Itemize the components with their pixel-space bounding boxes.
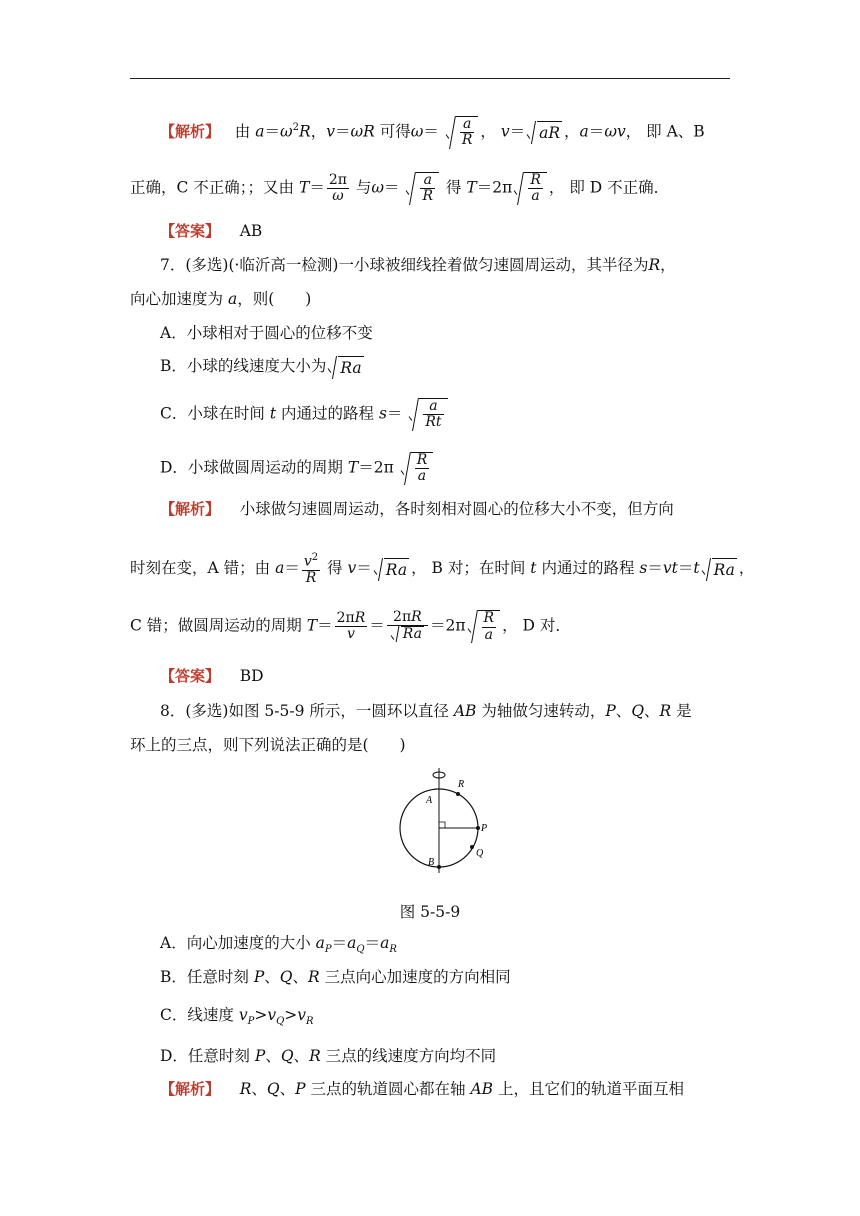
- q7-analysis-line1: 【解析】 小球做匀速圆周运动，各时刻相对圆心的位移大小不变，但方向: [160, 500, 674, 518]
- q7-option-d: D．小球做圆周运动的周期 T＝2π $\frac{R}{a}$: [160, 452, 435, 485]
- q7-option-c: C．小球在时间 t 内通过的路程 s＝ $\frac{a}{Rt}$: [160, 398, 450, 431]
- q8-analysis-line1: 【解析】 R、Q、P 三点的轨道圆心都在轴 AB 上，且它们的轨道平面互相: [160, 1080, 685, 1098]
- q8-option-a: A．向心加速度的大小 $a_P=a_Q=a_R$: [160, 934, 397, 956]
- q6-analysis-line1: 【解析】 由 $a=\omega^2R$，v＝ωR 可得ω＝ $\frac{a}{R}$ ， v＝ aR ，a＝ωv， 即 A、B: [160, 116, 705, 149]
- q8-option-d: D．任意时刻 P、Q、R 三点的线速度方向均不同: [160, 1047, 497, 1065]
- answer-tag: 【答案】: [160, 222, 221, 240]
- q6-answer: 【答案】 AB: [160, 222, 263, 240]
- point-q: [470, 845, 474, 849]
- q7-answer: 【答案】 BD: [160, 667, 264, 685]
- label-r: R: [458, 779, 465, 790]
- q8-option-c: C．线速度 $v_P>v_Q>v_R$: [160, 1006, 314, 1028]
- q8-option-b: B．任意时刻 P、Q、R 三点向心加速度的方向相同: [160, 968, 511, 986]
- point-r: [456, 792, 460, 796]
- label-a: A: [426, 795, 433, 806]
- figure-ring-diagram: [390, 765, 500, 890]
- analysis-tag: 【解析】: [160, 1080, 221, 1098]
- q7-stem-line2: 向心加速度为 a，则( ): [130, 290, 312, 308]
- right-angle-mark: [439, 822, 445, 828]
- label-p: P: [481, 823, 488, 834]
- q8-stem-line2: 环上的三点，则下列说法正确的是( ): [130, 736, 406, 754]
- label-q: Q: [476, 848, 484, 859]
- q7-option-a: A．小球相对于圆心的位移不变: [160, 324, 373, 342]
- point-p: [476, 826, 480, 830]
- point-b: [437, 865, 441, 869]
- header-rule: [130, 78, 730, 79]
- q7-analysis-line3: C 错；做圆周运动的周期 T＝ $\frac{2\pi R}{v}$ ＝ $\frac{2\pi R}{Ra}$ ＝2π $\frac{R}{a}$ ， D 对．: [130, 609, 571, 643]
- label-b: B: [428, 857, 435, 868]
- q7-option-b: B．小球的线速度大小为 Ra: [160, 357, 362, 377]
- figure-caption: 图 5-5-9: [399, 903, 461, 921]
- q7-stem-line1: 7．(多选)(·临沂高一检测)一小球被细线拴着做匀速圆周运动，其半径为R，: [160, 256, 676, 274]
- q6-analysis-line2: 正确，C 不正确；；又由 T＝ $\frac{2\pi}{\omega}$ 与ω＝ $\frac{a}{R}$ 得 T＝2π $\frac{R}{a}$ ， 即 D 不正确．: [130, 171, 670, 205]
- q8-stem-line1: 8．(多选)如图 5-5-9 所示，一圆环以直径 AB 为轴做匀速转动，P、Q、R 是: [160, 702, 692, 720]
- analysis-tag: 【解析】: [160, 122, 221, 141]
- answer-tag: 【答案】: [160, 667, 221, 685]
- analysis-tag: 【解析】: [160, 500, 221, 518]
- q7-analysis-line2: 时刻在变，A 错；由 a＝ $\frac{v^2}{R}$ 得 v＝ Ra ， B 对；在时间 t 内通过的路程 s＝vt＝t Ra ，: [130, 552, 755, 587]
